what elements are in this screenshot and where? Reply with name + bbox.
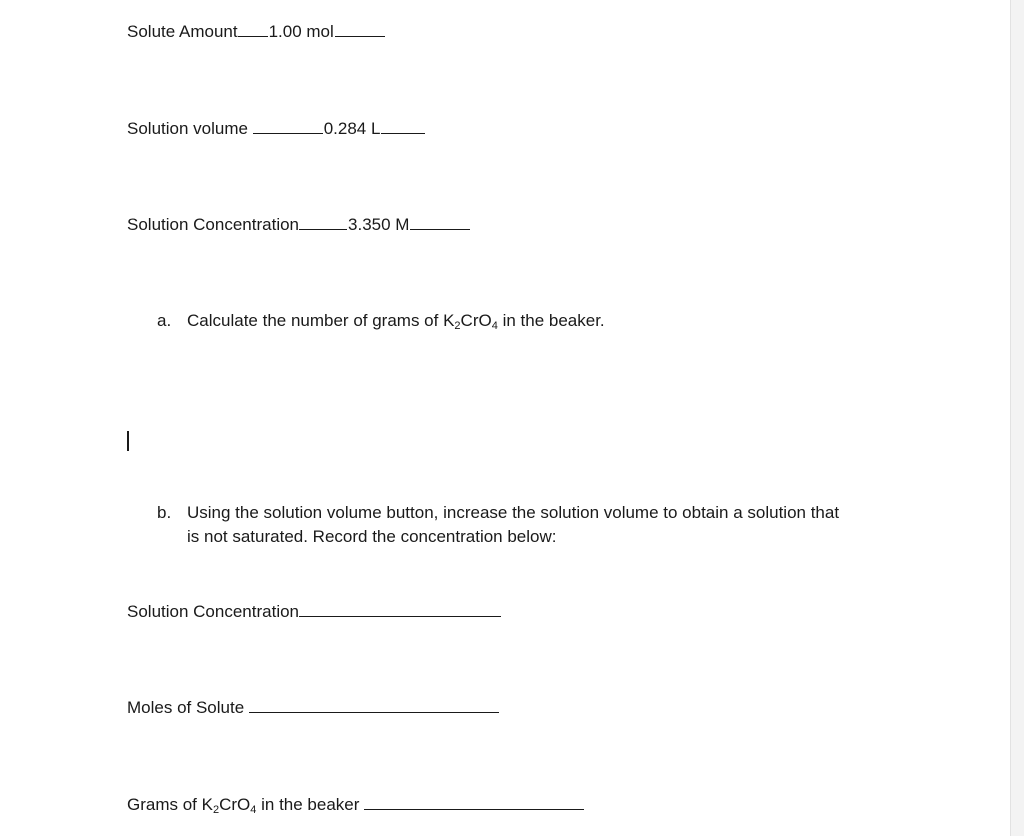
question-a-marker: a.	[157, 311, 172, 330]
answer-concentration-blank[interactable]	[299, 600, 501, 617]
solution-volume-line	[127, 117, 425, 139]
blank-line	[299, 213, 347, 230]
question-a-text-start: Calculate the number of grams of K	[187, 311, 455, 330]
blank-line	[238, 20, 268, 37]
subscript-4: 4	[491, 320, 498, 332]
answer-grams-label-start: Grams of K	[127, 795, 213, 814]
blank-line	[381, 117, 425, 134]
answer-moles-label: Moles of Solute	[127, 698, 245, 717]
formula-cro: CrO	[460, 311, 492, 330]
blank-line	[335, 20, 385, 37]
blank-line	[253, 117, 323, 134]
solute-amount-label: Solute Amount	[127, 22, 238, 41]
question-a-text	[187, 311, 605, 331]
answer-grams-blank[interactable]	[364, 793, 584, 810]
answer-concentration-label: Solution Concentration	[127, 602, 300, 621]
subscript-2: 2	[212, 804, 220, 816]
subscript-4: 4	[250, 804, 257, 816]
answer-concentration-line	[127, 600, 501, 622]
solution-concentration-label: Solution Concentration	[127, 215, 300, 234]
solution-volume-label: Solution volume	[127, 119, 248, 138]
solution-concentration-value[interactable]: 3.350 M	[348, 215, 410, 234]
solute-amount-value[interactable]: 1.00 mol	[268, 22, 334, 41]
subscript-2: 2	[454, 320, 461, 332]
solute-amount-line	[127, 20, 385, 42]
question-b-text	[187, 501, 839, 549]
answer-moles-line	[127, 696, 499, 718]
answer-grams-label-end: in the beaker	[256, 795, 360, 814]
answer-grams-line	[127, 793, 584, 815]
question-b-line-2: is not saturated. Record the concentration below:	[187, 527, 557, 546]
solution-volume-value[interactable]: 0.284 L	[323, 119, 381, 138]
question-b-marker: b.	[157, 503, 172, 522]
text-cursor	[127, 431, 129, 451]
solution-concentration-line	[127, 213, 470, 235]
question-a-text-end: in the beaker.	[497, 311, 605, 330]
blank-line	[410, 213, 470, 230]
answer-moles-blank[interactable]	[249, 696, 499, 713]
question-b-line-1: Using the solution volume button, increase the solution volume to obtain a solution that	[187, 503, 840, 522]
formula-cro: CrO	[219, 795, 251, 814]
